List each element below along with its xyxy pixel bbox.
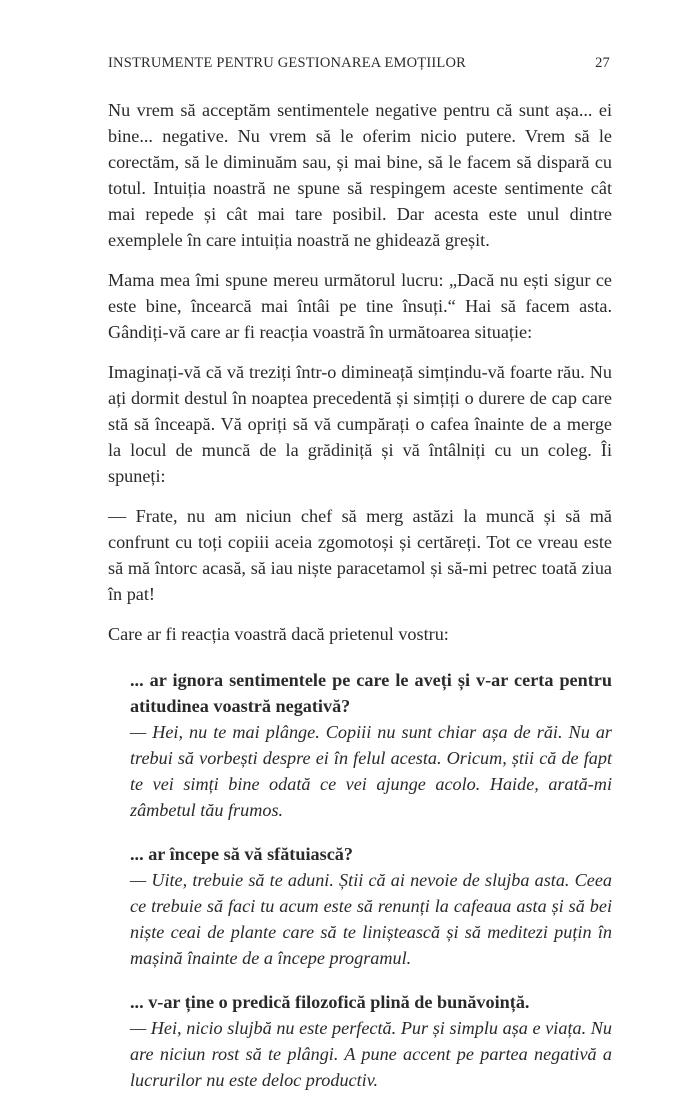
scenario-heading: ... ar ignora sentimentele pe care le aveți și v-ar certa pentru atitudinea voastră negativă? (130, 670, 612, 716)
scenario-block (130, 989, 612, 1093)
paragraph: Care ar fi reacția voastră dacă prietenul vostru: (108, 624, 449, 644)
paragraph: Imaginați-vă că vă treziți într-o dimineață simțindu-vă foarte rău. Nu ați dormit destul în noaptea precedentă și simțiți o durere de cap care stă să înceapă. Vă opriți să vă cumpărați o cafea înainte de a merge la locul de muncă de la grădiniță și vă întâlniți cu un coleg. Îi spuneți: (108, 362, 612, 486)
scenario-block (130, 667, 612, 823)
scenario-reply: — Hei, nicio slujbă nu este perfectă. Pur și simplu așa e viața. Nu are niciun rost să te plângi. A pune accent pe partea negativă a lucrurilor nu este deloc productiv. (130, 1018, 612, 1090)
page-number: 27 (595, 55, 610, 71)
paragraph: — Frate, nu am niciun chef să merg astăzi la muncă și să mă confrunt cu toți copiii aceia zgomotoși și certăreți. Tot ce vreau este să mă întorc acasă, să iau niște paracetamol și să-mi petrec toată ziua în pat! (108, 506, 612, 604)
scenario-block (130, 841, 612, 971)
running-header (108, 55, 610, 72)
scenario-reply: — Hei, nu te mai plânge. Copiii nu sunt chiar așa de răi. Nu ar trebui să vorbești despre ei în felul acesta. Oricum, știi că de fapt te vei simți bine odată ce vei ajunge acolo. Haide, arată-mi zâmbetul tău frumos. (130, 722, 612, 820)
scenario-reply: — Uite, trebuie să te aduni. Știi că ai nevoie de slujba asta. Ceea ce trebuie să faci tu acum este să renunți la cafeaua asta și să bei niște ceai de plante care să te liniștească și să meditezi puțin în mașină înainte de a începe programul. (130, 870, 612, 968)
paragraph: Mama mea îmi spune mereu următorul lucru: „Dacă nu ești sigur ce este bine, încearcă mai întâi pe tine însuți.“ Hai să facem asta. Gândiți-vă care ar fi reacția voastră în următoarea situație: (108, 270, 612, 342)
running-header-title: INSTRUMENTE PENTRU GESTIONAREA EMOȚIILOR (108, 55, 466, 71)
body-text (108, 97, 612, 1111)
paragraph: Nu vrem să acceptăm sentimentele negative pentru că sunt așa... ei bine... negative. Nu vrem să le oferim nicio putere. Vrem să le corectăm, să le diminuăm sau, și mai bine, să le facem să dispară cu totul. Intuiția noastră ne spune să respingem aceste sentimente cât mai repede și cât mai tare posibil. Dar acesta este unul dintre exemplele în care intuiția noastră ne ghidează greșit. (108, 100, 612, 250)
scenario-heading: ... v-ar ține o predică filozofică plină de bunăvoință. (130, 992, 530, 1012)
scenario-heading: ... ar începe să vă sfătuiască? (130, 844, 353, 864)
